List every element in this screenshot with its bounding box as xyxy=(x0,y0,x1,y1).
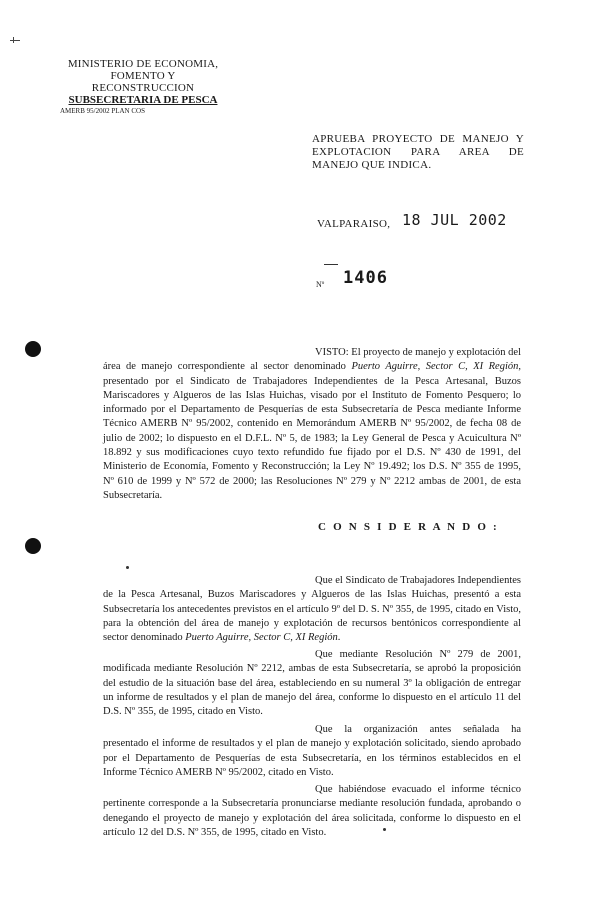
considerando-2-text: Que mediante Resolución Nº 279 de 2001, modificada mediante Resolución Nº 2212, ambas de esta Subsecretaría, se aprobó la proposición del estudio de la situación base del área, estableciendo en su numeral 3º la obligación de entregar un informe de resultados y el plan de manejo del área, conforme lo dispuesto en el artículo 11 del D.S. Nº 355, de 1995, citado en Visto. xyxy=(103,649,521,718)
visto-lead: VISTO: xyxy=(315,347,349,358)
bottom-mark xyxy=(383,828,386,831)
ministry-line-1: MINISTERIO DE ECONOMIA, xyxy=(67,58,219,70)
punch-hole-2 xyxy=(25,538,41,554)
margin-dot xyxy=(126,566,129,569)
considerando-3 xyxy=(103,723,521,780)
ministry-header xyxy=(58,58,228,116)
considerando-1 xyxy=(103,574,521,645)
considerando-4-text: Que habiéndose evacuado el informe técnico pertinente corresponde a la Subsecretaría pronunciarse mediante resolución fundada, aprobando o denegando el proyecto de manejo y explotación del área solicitada, conforme lo dispuesto en el artículo 12 del D.S. Nº 355, de 1995, citado en Visto. xyxy=(103,784,521,838)
considerando-1-end: . xyxy=(337,632,341,644)
resolution-subject: APRUEBA PROYECTO DE MANEJO Y EXPLOTACION PARA AREA DE MANEJO QUE INDICA. xyxy=(312,133,524,171)
place-label: VALPARAISO, xyxy=(317,218,391,230)
subsecretaria-title: SUBSECRETARIA DE PESCA xyxy=(68,94,218,106)
considerando-2 xyxy=(103,648,521,719)
considerando-1-area: Puerto Aguirre, Sector C, XI Región xyxy=(185,632,338,644)
considerando-1-text: Que el Sindicato de Trabajadores Independientes de la Pesca Artesanal, Buzos Mariscadores y Algueros de las Islas Huichas, presentó a esta Subsecretaría los antecedentes previstos en el artículo 9º del D. S. Nº 355, de 1995, citado en Visto, para la obtención del área de manejo y explotación de recursos bentónicos correspondiente al sector denominado xyxy=(103,575,521,644)
visto-paragraph xyxy=(103,346,521,503)
visto-text-1: El proyecto de manejo y explotación del área de manejo correspondiente al sector denominado xyxy=(103,347,521,373)
considerando-heading: C O N S I D E R A N D O : xyxy=(318,521,499,533)
number-dash xyxy=(324,264,338,265)
ministry-line-2: FOMENTO Y RECONSTRUCCION xyxy=(91,70,195,94)
corner-tick-mark-vertical xyxy=(13,37,14,43)
corner-tick-mark xyxy=(10,40,20,41)
number-value: 1406 xyxy=(343,268,388,288)
number-label: Nº xyxy=(316,280,325,289)
visto-area-name: Puerto Aguirre, Sector C, XI Región xyxy=(351,361,519,373)
date-stamp: 18 JUL 2002 xyxy=(402,211,507,229)
considerando-4 xyxy=(103,783,521,840)
considerando-3-text: Que la organización antes señalada ha presentado el informe de resultados y el plan de manejo y explotación solicitado, siendo aprobado por el Departamento de Pesquerías de esta Subsecretaría, en los términos establecidos en el Informe Técnico AMERB Nº 95/2002, citado en Visto. xyxy=(103,724,521,778)
punch-hole-1 xyxy=(25,341,41,357)
visto-text-2: , presentado por el Sindicato de Trabajadores Independientes de la Pesca Artesanal, Buzos Mariscadores y Algueros de las Islas Huichas, visado por el Instituto de Fomento Pesquero; lo informado por el Departamento de Pesquerías de esta Subsecretaría de Pesca mediante Informe Técnico AMERB Nº 95/2002, contenido en Memorándum AMERB Nº 95/2002, de fecha 08 de julio de 2002; lo dispuesto en el D.F.L. Nº 5, de 1983; la Ley General de Pesca y Acuicultura Nº 18.892 y sus modificaciones cuyo texto refundido fue fijado por el D.S. Nº 430 de 1991, del Ministerio de Economía, Fomento y Reconstrucción; la Ley Nº 19.492; los D.S. Nº 355 de 1995, Nº 610 de 1999 y Nº 572 de 2000; las Resoluciones Nº 279 y Nº 2212 ambas de 2001, de esta Subsecretaría. xyxy=(103,361,521,501)
reference-code: AMERB 95/2002 PLAN COS xyxy=(60,107,145,115)
